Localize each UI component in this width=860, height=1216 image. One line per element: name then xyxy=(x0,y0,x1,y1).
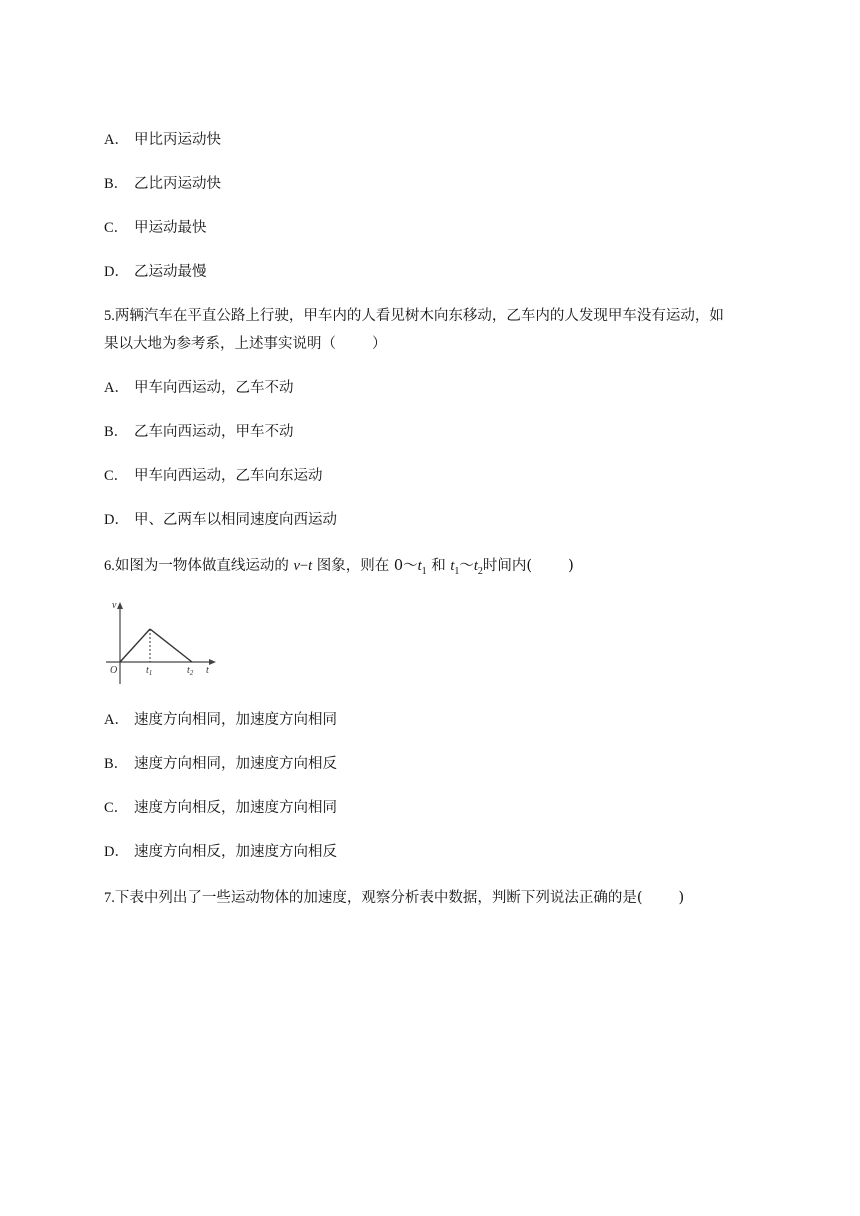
q5-stem-line2 xyxy=(104,334,387,354)
label-t1: $t_1$ xyxy=(146,665,153,677)
q6-stem xyxy=(104,556,574,582)
v-axis-arrow xyxy=(117,602,123,609)
label-o: O xyxy=(110,665,118,676)
option-letter: A． xyxy=(104,380,129,396)
question-number: 5. xyxy=(104,308,115,324)
option-text: 甲车向西运动，乙车不动 xyxy=(134,380,294,396)
option-letter: A． xyxy=(104,132,129,148)
q6-option-a xyxy=(104,710,337,730)
q4-option-d xyxy=(104,262,207,282)
math-v: v xyxy=(293,558,300,574)
answer-paren-close: ) xyxy=(568,558,574,574)
option-text: 甲、乙两车以相同速度向西运动 xyxy=(134,512,337,528)
q4-option-a xyxy=(104,130,221,150)
answer-paren-close: ） xyxy=(372,336,387,352)
math-t2: $t_2$ xyxy=(473,558,483,577)
label-t: t xyxy=(206,665,209,676)
q7-stem xyxy=(104,888,684,908)
q5-text-line1: 两辆汽车在平直公路上行驶，甲车内的人看见树木向东移动，乙车内的人发现甲车没有运动，如 xyxy=(114,308,724,324)
option-letter: B． xyxy=(104,756,129,772)
option-letter: B． xyxy=(104,176,129,192)
option-text: 速度方向相反，加速度方向相同 xyxy=(134,800,337,816)
q5-option-c xyxy=(104,466,323,486)
math-tilde: ～ xyxy=(459,558,474,574)
q6-option-d xyxy=(104,842,337,862)
q5-text-line2: 果以大地为参考系，上述事实说明（ xyxy=(104,336,336,352)
answer-paren-close: ) xyxy=(678,890,685,906)
option-text: 乙车向西运动，甲车不动 xyxy=(134,424,294,440)
option-letter: D． xyxy=(104,512,129,528)
option-text: 乙运动最慢 xyxy=(134,264,207,280)
q5-option-d xyxy=(104,510,337,530)
option-text: 甲比丙运动快 xyxy=(134,132,221,148)
question-number: 7. xyxy=(104,890,115,906)
math-t1: $t_1$ xyxy=(417,558,427,577)
q6-option-b xyxy=(104,754,337,774)
option-text: 速度方向相反，加速度方向相反 xyxy=(134,844,337,860)
decel-segment xyxy=(150,629,192,662)
option-text: 速度方向相同，加速度方向相同 xyxy=(134,712,337,728)
q6-text-a: 如图为一物体做直线运动的 xyxy=(114,558,294,574)
option-text: 速度方向相同，加速度方向相反 xyxy=(134,756,337,772)
option-letter: C． xyxy=(104,220,129,236)
option-letter: C． xyxy=(104,800,129,816)
q5-stem-line1 xyxy=(104,306,724,326)
q6-text-c: 和 xyxy=(426,558,451,574)
q4-option-b xyxy=(104,174,221,194)
option-letter: D． xyxy=(104,264,129,280)
accel-segment xyxy=(120,629,150,662)
option-letter: A． xyxy=(104,712,129,728)
option-text: 甲运动最快 xyxy=(134,220,207,236)
q7-text: 下表中列出了一些运动物体的加速度，观察分析表中数据，判断下列说法正确的是( xyxy=(114,890,643,906)
q4-option-c xyxy=(104,218,207,238)
label-t2: $t_2$ xyxy=(187,665,194,677)
option-letter: D． xyxy=(104,844,129,860)
option-text: 乙比丙运动快 xyxy=(134,176,221,192)
t-axis-arrow xyxy=(209,659,216,665)
label-v: v xyxy=(112,600,117,611)
option-text: 甲车向西运动，乙车向东运动 xyxy=(134,468,323,484)
math-t1-b: $t_1$ xyxy=(450,558,460,577)
math-minus: − xyxy=(299,558,309,574)
vt-graph-figure xyxy=(100,596,220,688)
q5-option-a xyxy=(104,378,294,398)
q6-text-d: 时间内( xyxy=(482,558,533,574)
option-letter: B． xyxy=(104,424,129,440)
question-number: 6. xyxy=(104,558,115,574)
option-letter: C． xyxy=(104,468,129,484)
math-t: t xyxy=(308,558,313,574)
q5-option-b xyxy=(104,422,294,442)
q6-text-b: 图象，则在 0～ xyxy=(312,558,418,574)
q6-option-c xyxy=(104,798,337,818)
